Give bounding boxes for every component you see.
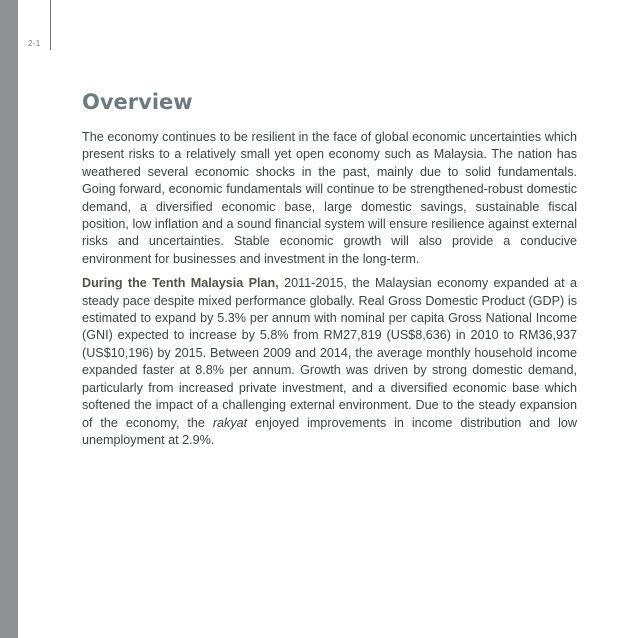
body-text [82,129,577,456]
paragraph-2-end: enjoyed improvements in income distribution and low unemployment at 2.9%. [82,415,577,447]
section-title: Overview [82,90,193,114]
header-divider [50,0,51,50]
paragraph-2-italic: rakyat [212,415,248,430]
page-number: 2-1 [28,39,41,48]
paragraph-2-lead: During the Tenth Malaysia Plan, [82,276,279,291]
paragraph-2 [82,275,577,449]
paragraph-1: The economy continues to be resilient in the face of global economic uncertainties which present risks to a relatively small yet open economy such as Malaysia. The nation has weathered several economic shocks in the past, mainly due to solid fundamentals. Going forward, economic fundamentals will continue to be strengthened-robust domestic demand, a diversified economic base, large domestic savings, sustainable fiscal position, low inflation and a sound financial system will ensure resilience against external risks and uncertainties. Stable economic growth will also provide a conducive environment for businesses and investment in the long-term. [82,130,577,266]
left-margin-bar [0,0,18,638]
paragraph-2-main: 2011-2015, the Malaysian economy expanded at a steady pace despite mixed performance globally. Real Gross Domestic Product (GDP) is estimated to expand by 5.3% per annum with nominal per capita Gross National Income (GNI) expected to increase by 5.8% from RM27,819 (US$8,636) in 2010 to RM36,937 (US$10,196) by 2015. Between 2009 and 2014, the average monthly household income expanded faster at 8.8% per annum. Growth was driven by strong domestic demand, particularly from increased private investment, and a diversified economic base which softened the impact of a challenging external environment. Due to the steady expansion of the economy, the [82,276,578,430]
